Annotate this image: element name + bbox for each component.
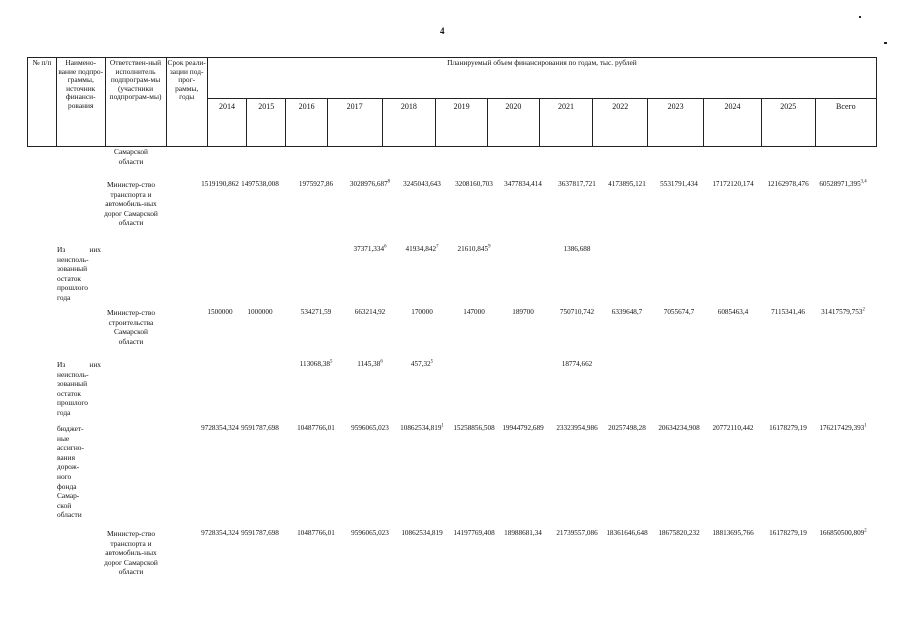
- value-text: 9591787,698: [241, 529, 279, 537]
- value-text: 1519190,862: [201, 180, 239, 188]
- value-text: 1500000: [207, 308, 233, 316]
- header-year: 2021: [539, 99, 593, 147]
- value-text: 41934,842: [405, 245, 437, 253]
- value-text: 6085463,4: [717, 308, 749, 316]
- footnote-mark: 6: [380, 359, 383, 365]
- header-year: 2018: [382, 99, 436, 147]
- header-col-executor: Ответствен-ный исполнитель подпрограм-мы (участники подпрограм-мы): [105, 58, 166, 147]
- value-text: 10487766,01: [297, 529, 335, 537]
- footnote-mark: 5: [329, 359, 333, 365]
- source-line: них: [89, 245, 101, 254]
- source-line: прошлого: [57, 398, 88, 408]
- value-text: 18675820,232: [658, 529, 700, 537]
- value-text: 750710,742: [559, 308, 595, 316]
- source-cell: [57, 360, 101, 418]
- header-year: 2023: [648, 99, 704, 147]
- value-text: 7055674,7: [663, 308, 695, 316]
- header-col-term: Срок реали-зации под-прог-раммы, годы: [166, 58, 207, 147]
- footnote-mark: 2: [864, 528, 867, 534]
- financing-table-header: [27, 57, 877, 147]
- value-text: 3245043,643: [403, 180, 441, 188]
- year-value: [543, 245, 611, 253]
- value-text: 12162978,476: [767, 180, 809, 188]
- total-value: [809, 180, 877, 188]
- value-text: 9596065,023: [351, 529, 389, 537]
- source-line: фонда: [57, 481, 77, 491]
- value-text: 16178279,19: [769, 424, 807, 432]
- footnote-mark: 3,4: [860, 179, 867, 185]
- year-value: [543, 360, 611, 368]
- value-text: 18813695,766: [712, 529, 754, 537]
- value-text: 31417579,753: [821, 308, 863, 316]
- value-text: 663214,92: [354, 308, 386, 316]
- value-text: 18988681,34: [504, 529, 542, 537]
- value-text: 9728354,324: [201, 424, 239, 432]
- header-year: 2019: [436, 99, 488, 147]
- header-col-planned: Планируемый объем финансирования по годам, тыс. рублей: [207, 58, 876, 99]
- source-line: неисполь-: [57, 254, 89, 264]
- footnote-mark: 6: [384, 244, 387, 250]
- value-text: 20772110,442: [712, 424, 754, 432]
- value-text: 147000: [463, 308, 485, 316]
- value-text: 10862534,819: [400, 424, 442, 432]
- footnote-mark: 1: [441, 423, 444, 429]
- source-line: зованный: [57, 264, 88, 274]
- page-number: 4: [440, 26, 445, 36]
- source-line: ные: [57, 433, 70, 443]
- value-text: 20257498,28: [608, 424, 646, 432]
- executor-cell: Министер-ство транспорта и автомобиль-ных дорог Самарской области: [104, 180, 158, 228]
- footnote-mark: 5: [430, 359, 434, 365]
- value-text: 9591787,698: [241, 424, 279, 432]
- value-text: 7115341,46: [771, 308, 805, 316]
- value-text: 19944792,689: [502, 424, 544, 432]
- source-line: области: [57, 510, 82, 520]
- value-text: 1975927,86: [298, 180, 334, 188]
- header-year: 2024: [704, 99, 762, 147]
- value-text: 534271,59: [300, 308, 332, 316]
- source-line: Из: [57, 360, 66, 369]
- source-line: прошлого: [57, 283, 88, 293]
- source-line: зованный: [57, 379, 88, 389]
- footnote-mark: 9: [488, 244, 491, 250]
- executor-cell: Самарской области: [114, 147, 148, 166]
- value-text: 23323954,986: [556, 424, 598, 432]
- footnote-mark: 1: [864, 423, 867, 429]
- value-text: 1497538,008: [241, 180, 279, 188]
- header-year: 2017: [327, 99, 382, 147]
- header-col-number: № п/п: [28, 58, 57, 147]
- source-line: бюджет-: [57, 424, 84, 433]
- scan-speck: [859, 16, 861, 18]
- value-text: 3208160,703: [455, 180, 493, 188]
- footnote-mark: 8: [387, 179, 391, 185]
- source-line: дорож-: [57, 462, 80, 472]
- value-text: 37371,334: [353, 245, 385, 253]
- source-cell: [57, 424, 101, 520]
- value-text: 6339648,7: [611, 308, 643, 316]
- source-line: года: [57, 407, 71, 417]
- source-line: неисполь-: [57, 369, 89, 379]
- header-year: 2014: [207, 99, 246, 147]
- value-text: 16178279,19: [769, 529, 807, 537]
- value-text: 170000: [411, 308, 433, 316]
- source-line: ской: [57, 500, 72, 510]
- source-line: вания: [57, 452, 75, 462]
- value-text: 18361646,648: [606, 529, 648, 537]
- header-year: 2020: [487, 99, 539, 147]
- source-line: Самар-: [57, 491, 80, 501]
- header-year: 2022: [593, 99, 648, 147]
- value-text: 457,32: [410, 360, 431, 368]
- header-col-name: Наимено-вание подпро-граммы, источник финанси-рования: [56, 58, 105, 147]
- value-text: 5531791,434: [660, 180, 698, 188]
- value-text: 20634234,908: [658, 424, 700, 432]
- value-text: 1000000: [247, 308, 273, 316]
- value-text: 9728354,324: [201, 529, 239, 537]
- source-line: них: [89, 360, 101, 369]
- value-text: 21739557,086: [556, 529, 598, 537]
- header-year: 2025: [761, 99, 815, 147]
- value-text: 21610,845: [457, 245, 489, 253]
- value-text: 3477834,414: [504, 180, 542, 188]
- year-value: [440, 245, 508, 253]
- source-line: ассигно-: [57, 443, 84, 453]
- value-text: 9596065,023: [351, 424, 389, 432]
- value-text: 15258856,508: [453, 424, 495, 432]
- year-value: [388, 360, 456, 368]
- total-value: [809, 308, 877, 316]
- value-text: 60528971,395: [819, 180, 861, 188]
- value-text: 4173895,121: [608, 180, 646, 188]
- source-line: ного: [57, 471, 72, 481]
- value-text: 10487766,01: [297, 424, 335, 432]
- header-year: 2016: [286, 99, 327, 147]
- value-text: 113068,38: [299, 360, 330, 368]
- value-text: 1386,688: [563, 245, 591, 253]
- source-line: года: [57, 292, 71, 302]
- value-text: 17172120,174: [712, 180, 754, 188]
- value-text: 166850500,809: [819, 529, 865, 537]
- footnote-mark: 2: [862, 307, 865, 313]
- executor-cell: Министер-ство транспорта и автомобиль-ных дорог Самарской области: [104, 529, 158, 577]
- source-line: Из: [57, 245, 66, 254]
- total-value: [809, 424, 877, 432]
- source-cell: [57, 245, 101, 303]
- value-text: 189700: [512, 308, 534, 316]
- executor-cell: Министер-ство строительства Самарской области: [106, 308, 156, 346]
- total-value: [809, 529, 877, 537]
- header-total: Всего: [815, 99, 876, 147]
- scan-speck: [884, 42, 887, 44]
- source-line: остаток: [57, 388, 81, 398]
- value-text: 1145,38: [357, 360, 381, 368]
- value-text: 3028976,687: [349, 180, 388, 188]
- source-line: остаток: [57, 273, 81, 283]
- value-text: 3637817,721: [558, 180, 596, 188]
- header-year: 2015: [247, 99, 286, 147]
- value-text: 176217429,393: [819, 424, 865, 432]
- value-text: 14197769,408: [453, 529, 495, 537]
- footnote-mark: 7: [436, 244, 439, 250]
- value-text: 10862534,819: [401, 529, 443, 537]
- value-text: 18774,662: [561, 360, 593, 368]
